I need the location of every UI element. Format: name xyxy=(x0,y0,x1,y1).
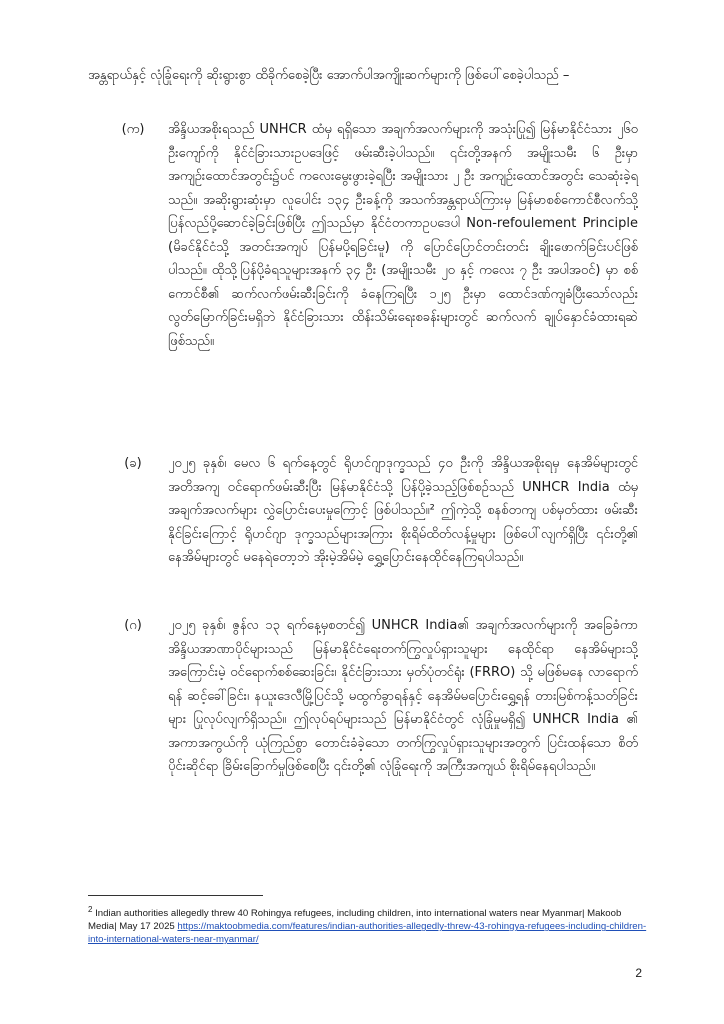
footnote xyxy=(88,903,648,946)
list-item-kha xyxy=(88,452,648,570)
footnote-marker: 2 xyxy=(88,905,93,914)
item-label: (က) xyxy=(121,122,145,137)
footnote-text: Indian authorities allegedly threw 40 Rohingya refugees, including children, into international waters near Myanmar| Makoob Media| May 17 2025 xyxy=(88,908,622,933)
list-item-ga xyxy=(88,614,648,779)
item-text: ၂၀၂၅ ခုနှစ်၊ မေလ ၆ ရက်နေ့တွင် ရိုဟင်ဂျာဒုက္ခသည် ၄၀ ဦးကို အိန္ဒိယအစိုးရမှ နေအိမ်များတွင် အတိအကျ ဝင်ရောက်ဖမ်းဆီးပြီး မြန်မာနိုင်ငံသို့ ပြန်ပို့ခဲ့သည့်ဖြစ်စဉ်သည် UNHCR India ထံမှ အချက်အလက်များ လွှဲပြောင်းပေးမှုကြောင့် ဖြစ်ပါသည်။² ဤကဲ့သို့ စနစ်တကျ ပစ်မှတ်ထား ဖမ်းဆီးနိုင်ခြင်းကြောင့် ရိုဟင်ဂျာ ဒုက္ခသည်များအကြား စိုးရိမ်ထိတ်လန့်မှုများ ဖြစ်ပေါ်လျက်ရှိပြီး ၎င်းတို့၏ နေအိမ်များတွင် မနေရဲတော့ဘဲ အိုးမဲ့အိမ်မဲ့ ရွှေ့ပြောင်းနေထိုင်နေကြရပါသည်။ xyxy=(168,456,638,565)
footnote-link[interactable]: https://maktoobmedia.com/features/indian-authorities-allegedly-threw-43-rohingya-refugees-including-children-into-international-waters-near-myanmar/ xyxy=(88,921,647,946)
item-label: (ဂ) xyxy=(124,618,142,633)
footnote-divider xyxy=(88,895,263,896)
item-text: အိန္ဒိယအစိုးရသည် UNHCR ထံမှ ရရှိသော အချက်အလက်များကို အသုံးပြု၍ မြန်မာနိုင်ငံသား ၂၆၀ ဦးကျော်ကို နိုင်ငံခြားသားဥပဒေဖြင့် ဖမ်းဆီးခဲ့ပါသည်။ ၎င်းတို့အနက် အမျိုးသမီး ၆ ဦးမှာ အကျဉ်းထောင်အတွင်း၌ပင် ကလေးမွေးဖွားခဲ့ရပြီး အမျိုးသား ၂ ဦး အကျဉ်းထောင်အတွင်း သေဆုံးခဲ့ရသည်။ အဆိုးရွားဆုံးမှာ လူပေါင်း ၁၃၄ ဦးခန့်ကို အသက်အန္တရာယ်ကြားမှ မြန်မာစစ်ကောင်စီလက်သို့ ပြန်လည်ပို့ဆောင်ခဲ့ခြင်းဖြစ်ပြီး ဤသည်မှာ နိုင်ငံတကာဥပဒေပါ Non-refoulement Principle (မိခင်နိုင်ငံသို့ အတင်းအကျပ် ပြန်မပို့ရခြင်းမူ) ကို ပြောင်ပြောင်တင်းတင်း ချိုးဖောက်ခြင်းပင်ဖြစ်ပါသည်။ ထိုသို့ပြန်ပို့ခံရသူများအနက် ၃၄ ဦး (အမျိုးသမီး ၂၀ နှင့် ကလေး ၇ ဦး အပါအဝင်) မှာ စစ်ကောင်စီ၏ ဆက်လက်ဖမ်းဆီးခြင်းကို ခံနေကြရပြီး ၁၂၅ ဦးမှာ ထောင်ဒဏ်ကျခံပြီးသော်လည်း လွတ်မြောက်ခြင်းမရှိဘဲ နိုင်ငံခြားသား ထိန်းသိမ်းရေးစခန်းများတွင် ဆက်လက် ချုပ်နှောင်ခံထားရဆဲဖြစ်သည်။ xyxy=(168,122,638,349)
page-number: 2 xyxy=(635,966,642,980)
item-text: ၂၀၂၅ ခုနှစ်၊ ဇွန်လ ၁၃ ရက်နေ့မှစတင်၍ UNHCR India၏ အချက်အလက်များကို အခြေခံကာ အိန္ဒိယအာဏာပိုင်များသည် မြန်မာနိုင်ငံရေးတက်ကြွလှုပ်ရှားသူများ နေထိုင်ရာ နေအိမ်များသို့ အကြောင်းမဲ့ ဝင်ရောက်စစ်ဆေးခြင်း၊ နိုင်ငံခြားသား မှတ်ပုံတင်ရုံး (FRRO) သို့ မဖြစ်မနေ လာရောက်ရန် ဆင့်ခေါ်ခြင်း၊ နယူးဒေလီမြို့ပြင်သို့ မထွက်ခွာရန်နှင့် နေအိမ်မပြောင်းရွှေ့ရန် တားမြစ်ကန့်သတ်ခြင်းများ ပြုလုပ်လျက်ရှိသည်။ ဤလုပ်ရပ်များသည် မြန်မာနိုင်ငံတွင် လုံခြုံမှုမရှိ၍ UNHCR India ၏ အကာအကွယ်ကို ယုံကြည်စွာ တောင်းခံခဲ့သော တက်ကြွလှုပ်ရှားသူများအတွက် ပြင်းထန်သော စိတ်ပိုင်းဆိုင်ရာ ခြိမ်းခြောက်မှုဖြစ်စေပြီး ၎င်းတို့၏ လုံခြုံရေးကို အကြီးအကျယ် စိုးရိမ်နေရပါသည်။ xyxy=(168,618,638,774)
intro-paragraph: အန္တရာယ်နှင့် လုံခြုံရေးကို ဆိုးရွားစွာ ထိခိုက်စေခဲ့ပြီး အောက်ပါအကျိုးဆက်များကို ဖြစ်ပေါ်စေခဲ့ပါသည် – xyxy=(88,68,570,83)
list-item-ka xyxy=(88,118,648,353)
item-label: (ခ) xyxy=(124,456,142,471)
